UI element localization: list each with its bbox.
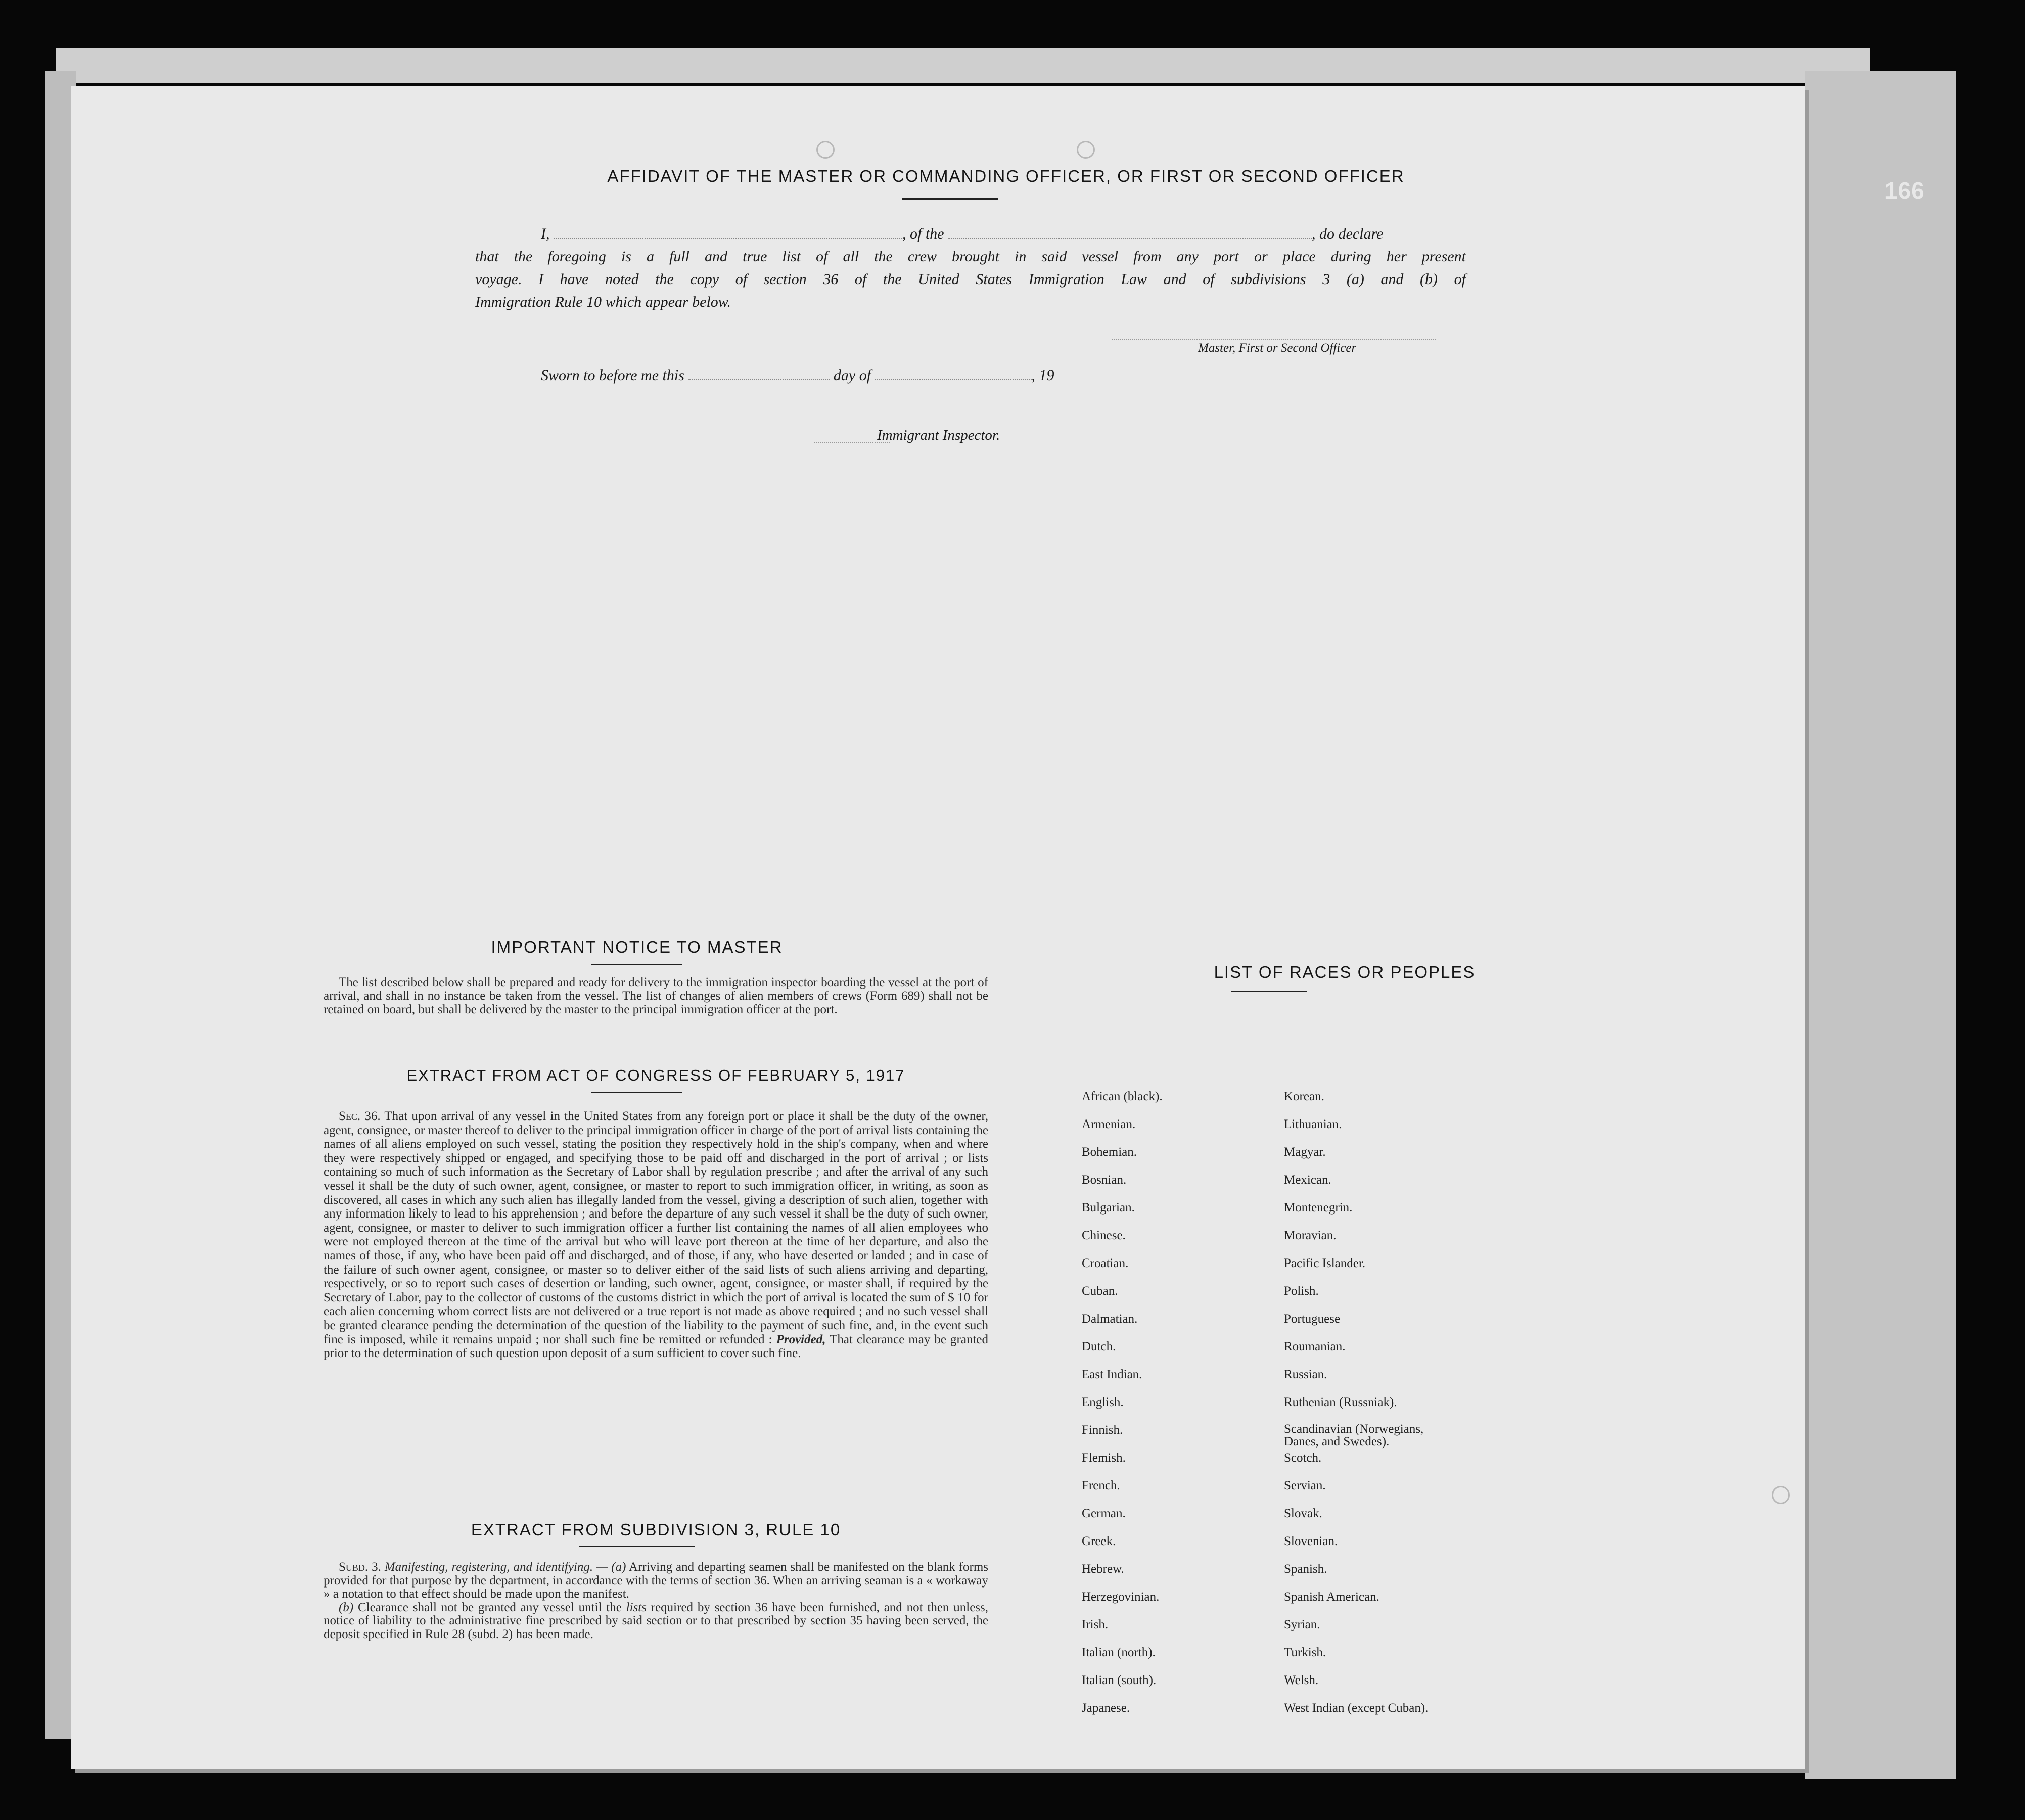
declaration-pronoun: I,: [541, 225, 550, 242]
race-item: Scandinavian (Norwegians, Danes, and Swedes).: [1284, 1422, 1424, 1449]
notice-text: [324, 975, 988, 1016]
race-item: Slovenian.: [1284, 1534, 1338, 1548]
act-section-end: That clearance may be granted prior to the determination of such question upon deposit of a sum sufficient to cover such fine.: [324, 1332, 988, 1361]
affidavit-title: AFFIDAVIT OF THE MASTER OR COMMANDING OFFICER, OR FIRST OR SECOND OFFICER: [607, 167, 1405, 185]
rule-text: [324, 1561, 988, 1641]
race-item: Slovak.: [1284, 1507, 1322, 1520]
races-column-1: [1082, 1089, 1163, 1729]
race-item: English.: [1082, 1395, 1124, 1409]
race-item: Ruthenian (Russniak).: [1284, 1395, 1397, 1409]
race-item: East Indian.: [1082, 1368, 1142, 1381]
race-item: Cuban.: [1082, 1284, 1118, 1298]
races-column-2: [1284, 1089, 1428, 1729]
rule-b-text-1: Clearance shall not be granted any vessel until the: [357, 1600, 622, 1614]
race-item: Korean.: [1284, 1090, 1324, 1103]
race-item: Spanish American.: [1284, 1590, 1379, 1604]
race-item: French.: [1082, 1479, 1120, 1492]
race-item: Mexican.: [1284, 1173, 1331, 1187]
race-item: Dutch.: [1082, 1340, 1116, 1354]
race-item: Hebrew.: [1082, 1562, 1124, 1576]
declaration-line-2: that the foregoing is a full and true list of all the crew brought in said vessel from any port or place during her present: [475, 248, 1466, 265]
inspector-caption: Immigrant Inspector.: [877, 427, 1000, 443]
race-item: Montenegrin.: [1284, 1201, 1353, 1215]
act-section-label: Sec. 36.: [339, 1109, 381, 1123]
act-title-rule: [591, 1092, 682, 1093]
race-item: German.: [1082, 1507, 1126, 1520]
race-item: Croatian.: [1082, 1256, 1129, 1270]
declaration-of-the: , of the: [902, 225, 944, 242]
race-item: Lithuanian.: [1284, 1117, 1342, 1131]
race-item: Flemish.: [1082, 1451, 1126, 1465]
race-item: Irish.: [1082, 1618, 1109, 1631]
act-provided: Provided,: [776, 1332, 826, 1346]
race-item: Dalmatian.: [1082, 1312, 1138, 1326]
notice-title-rule: [591, 964, 682, 965]
punch-hole: [816, 141, 835, 159]
race-item: Spanish.: [1284, 1562, 1327, 1576]
affidavit-declaration: [475, 222, 1466, 313]
sworn-line: [475, 364, 1466, 387]
race-item: Magyar.: [1284, 1145, 1326, 1159]
race-item: Armenian.: [1082, 1117, 1136, 1131]
race-item: Servian.: [1284, 1479, 1326, 1492]
back-sheet-top: [56, 48, 1870, 83]
rule-title: EXTRACT FROM SUBDIVISION 3, RULE 10: [471, 1520, 841, 1539]
rule-a-text: Arriving and departing seamen shall be manifested on the blank forms provided for that purpose by the department, in accordance with the terms of section 36. When an arriving seaman is a « workaway » a notation to that effect should be made upon the manifest.: [324, 1560, 989, 1601]
race-item: Italian (south).: [1082, 1673, 1157, 1687]
race-item: Herzegovinian.: [1082, 1590, 1160, 1604]
rule-subdivision-label: Subd. 3.: [339, 1560, 381, 1574]
race-item: Moravian.: [1284, 1229, 1337, 1242]
sworn-year: , 19: [1031, 367, 1054, 384]
notice-paragraph: The list described below shall be prepared and ready for delivery to the immigration inspector boarding the vessel at the port of arrival, and shall in no instance be taken from the vessel. The list of changes of alien members of crews (Form 689) shall not be retained on board, but shall be delivered by the master to the principal immigration officer at the port.: [324, 975, 988, 1016]
race-item: African (black).: [1082, 1090, 1163, 1103]
sworn-month-field[interactable]: [875, 367, 1032, 380]
rule-a-heading: Manifesting, registering, and identifying. — (a): [384, 1560, 626, 1574]
declaration-do-declare: , do declare: [1312, 225, 1384, 242]
race-item: Bulgarian.: [1082, 1201, 1135, 1215]
punch-hole: [1077, 141, 1095, 159]
race-item: Bosnian.: [1082, 1173, 1127, 1187]
race-item: Bohemian.: [1082, 1145, 1137, 1159]
race-item: Italian (north).: [1082, 1646, 1156, 1659]
signature-caption: Master, First or Second Officer: [1198, 341, 1357, 355]
race-item: Pacific Islander.: [1284, 1256, 1366, 1270]
sworn-day-field[interactable]: [688, 367, 830, 380]
race-item: Chinese.: [1082, 1229, 1126, 1242]
race-item: Syrian.: [1284, 1618, 1320, 1631]
race-item: West Indian (except Cuban).: [1284, 1701, 1429, 1715]
race-item: Roumanian.: [1284, 1340, 1346, 1354]
race-item: Scotch.: [1284, 1451, 1322, 1465]
rule-title-rule: [579, 1546, 695, 1547]
race-item: Greek.: [1082, 1534, 1116, 1548]
race-item: Turkish.: [1284, 1646, 1326, 1659]
races-title: LIST OF RACES OR PEOPLES: [1214, 963, 1476, 982]
notice-title: IMPORTANT NOTICE TO MASTER: [491, 938, 783, 956]
affidavit-title-rule: [902, 198, 998, 200]
race-item: Russian.: [1284, 1368, 1327, 1381]
act-text: [324, 1109, 988, 1361]
race-item: Polish.: [1284, 1284, 1319, 1298]
race-item: Finnish.: [1082, 1423, 1123, 1437]
sworn-day-of: day of: [833, 367, 871, 384]
race-item: Portuguese: [1284, 1312, 1341, 1326]
page-number: 166: [1884, 177, 1925, 204]
act-title: EXTRACT FROM ACT OF CONGRESS OF FEBRUARY 5, 1917: [406, 1066, 905, 1084]
race-item: Welsh.: [1284, 1673, 1319, 1687]
race-item: Japanese.: [1082, 1701, 1130, 1715]
races-title-rule: [1231, 991, 1307, 992]
punch-hole: [1772, 1486, 1790, 1504]
declaration-line-3: voyage. I have noted the copy of section 36 of the United States Immigration Law and of subdivisions 3 (a) and (b) of: [475, 271, 1466, 288]
signature-line[interactable]: [1112, 339, 1436, 340]
declaration-line-4: Immigration Rule 10 which appear below.: [475, 294, 731, 310]
declaration-line-1: [475, 222, 1466, 245]
sworn-text: Sworn to before me this: [541, 367, 684, 384]
rule-b-text-2: required by section 36 have been furnished, and not then unless, notice of liability to the administrative fine prescribed by said section or to that prescribed by section 35 having been served, the deposit specified in Rule 28 (subd. 2) has been made.: [324, 1600, 989, 1641]
rule-b-label: (b): [339, 1600, 354, 1614]
document-page: [71, 86, 1805, 1769]
act-section-text: That upon arrival of any vessel in the United States from any foreign port or place it shall be the duty of the owner, agent, consignee, or master thereof to deliver to the principal immigration officer in charge of the port of arrival lists containing the names of all aliens employed on such vessel, stating the position they respectively hold in the ship's company, when and where they were respectively shipped or engaged, and specifying those to be paid off and discharged in the port of arrival ; or lists containing so much of such information as the Secretary of Labor shall by regulation prescribe ; and after the arrival of any such vessel it shall be the duty of such owner, agent, consignee, or master to report to such immigration officer, in writing, as soon as discovered, all cases in which any such alien has illegally landed from the vessel, giving a description of such alien, together with any information likely to lead to his apprehension ; and before the departure of any such vessel it shall be the duty of such owner, agent, consignee, or master to deliver to such immigration officer a further list containing the names of all alien employees who were not employed thereon at the time of the arrival but who will leave port thereon at the time of her departure, and also the names of those, if any, who have been paid off and discharged, and of those, if any, who have deserted or landed ; and in case of the failure of such owner agent, consignee, or master so to deliver either of the said lists of such aliens arriving and departing, respectively, or so to report such cases of desertion or landing, such owner, agent, consignee, or master shall, if required by the Secretary of Labor, pay to the collector of customs of the customs district in which the port of arrival is located the sum of $ 10 for each alien concerning whom correct lists are not delivered or a true report is not made as above required ; and no such vessel shall be granted clearance pending the determination of the question of the liability to the payment of such fine, and, in the event such fine is imposed, while it remains unpaid ; nor shall such fine be remitted or refunded :: [324, 1109, 988, 1346]
name-field[interactable]: [554, 225, 902, 239]
back-sheet-right: [1805, 71, 1956, 1779]
rule-b-lists: lists: [626, 1600, 647, 1614]
vessel-field[interactable]: [948, 225, 1312, 239]
